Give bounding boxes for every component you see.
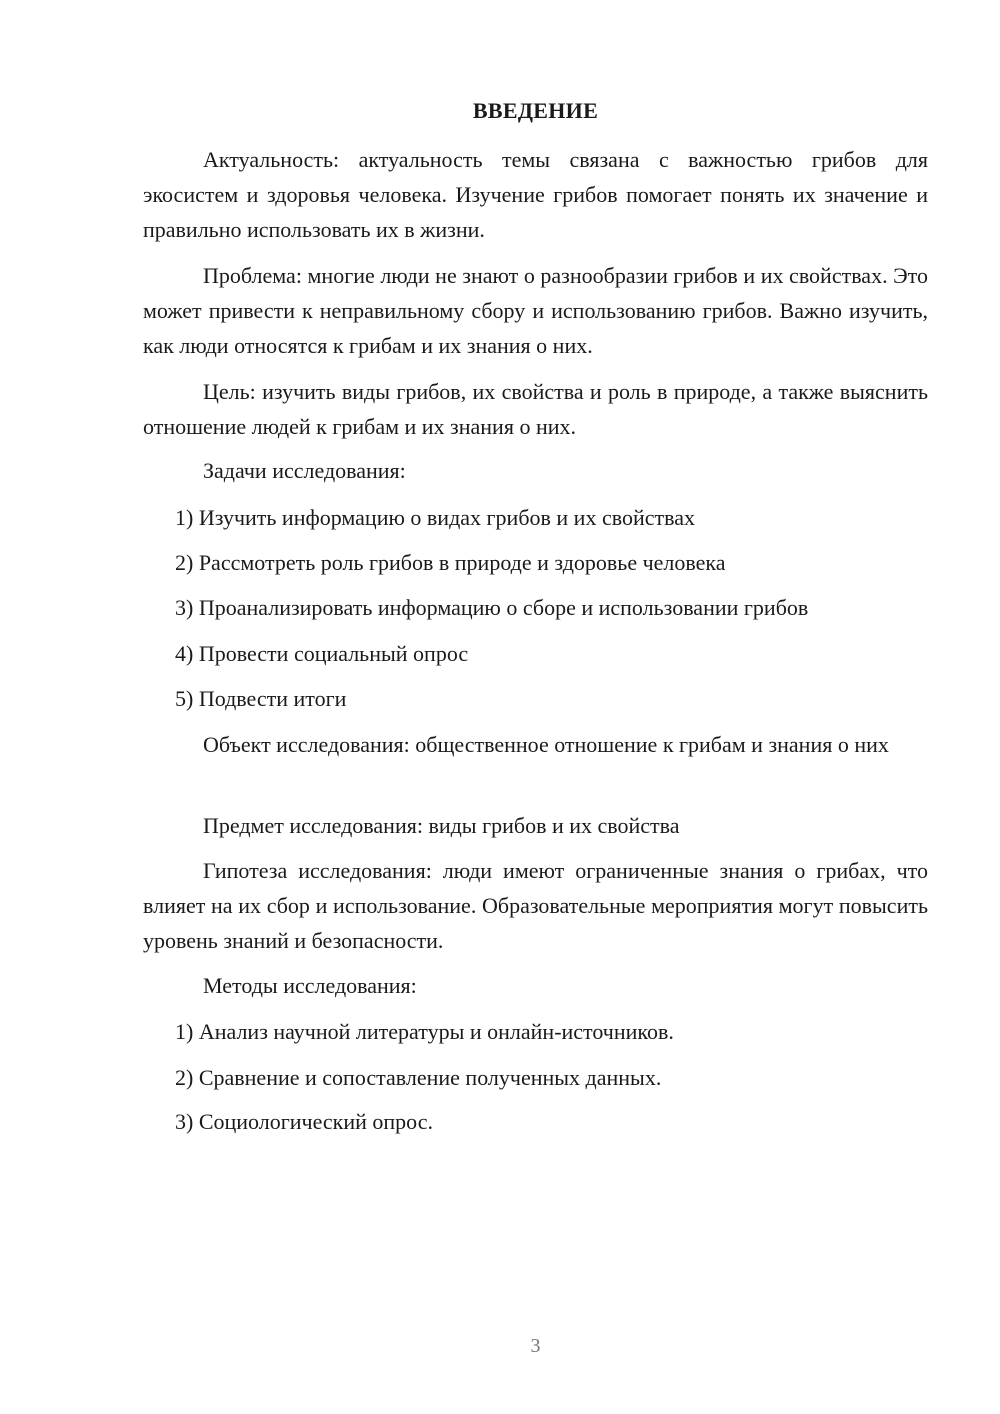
goal-paragraph: Цель: изучить виды грибов, их свойства и роль в природе, а также выяснить отношение людей к грибам и их знания о них.: [143, 379, 928, 439]
relevance-paragraph: Актуальность: актуальность темы связана с важностью грибов для экосистем и здоровья человека. Изучение грибов помогает понять их значение и правильно использовать их в жизни.: [143, 147, 928, 242]
methods-title: Методы исследования:: [203, 973, 417, 998]
task-item: 1) Изучить информацию о видах грибов и их свойствах: [175, 505, 695, 530]
method-item: 2) Сравнение и сопоставление полученных данных.: [175, 1065, 662, 1090]
subject-paragraph: Предмет исследования: виды грибов и их свойства: [203, 813, 680, 838]
task-item: 2) Рассмотреть роль грибов в природе и здоровье человека: [175, 550, 726, 575]
hypothesis-paragraph: Гипотеза исследования: люди имеют ограниченные знания о грибах, что влияет на их сбор и использование. Образовательные мероприятия могут повысить уровень знаний и безопасности.: [143, 858, 928, 953]
method-item: 1) Анализ научной литературы и онлайн-источников.: [175, 1019, 674, 1044]
document-page: [143, 0, 928, 1414]
task-item: 4) Провести социальный опрос: [175, 641, 469, 666]
task-item: 5) Подвести итоги: [175, 686, 347, 711]
task-item: 3) Проанализировать информацию о сборе и использовании грибов: [175, 595, 809, 620]
method-item: 3) Социологический опрос.: [175, 1109, 433, 1134]
tasks-title: Задачи исследования:: [203, 458, 406, 483]
object-paragraph: Объект исследования: общественное отношение к грибам и знания о них: [203, 732, 889, 757]
page-number: 3: [530, 1335, 541, 1357]
problem-paragraph: Проблема: многие люди не знают о разнообразии грибов и их свойствах. Это может привести к неправильному сбору и использованию грибов. Важно изучить, как люди относятся к грибам и их знания о них.: [143, 263, 928, 358]
section-heading: ВВЕДЕНИЕ: [472, 98, 599, 123]
